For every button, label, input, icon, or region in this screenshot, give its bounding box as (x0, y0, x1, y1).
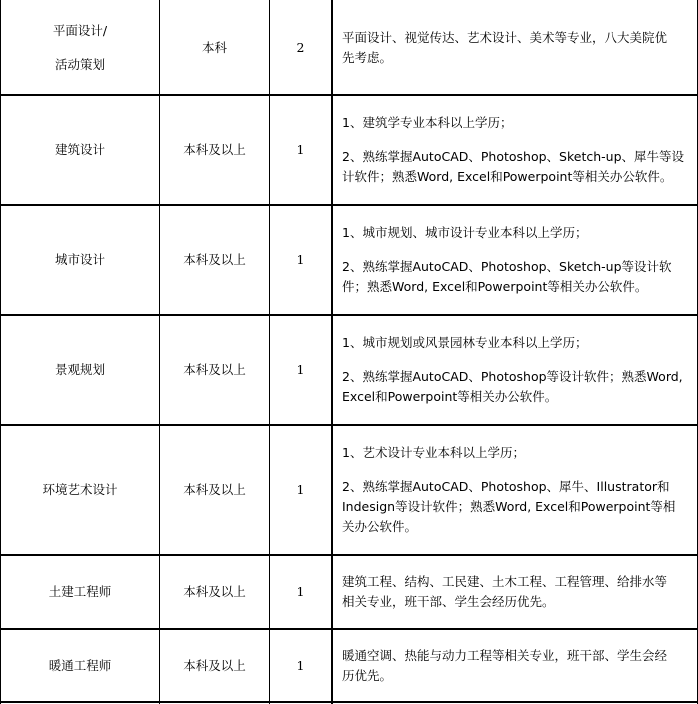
headcount-cell (270, 2, 331, 94)
position-cell (1, 206, 159, 314)
headcount: 1 (296, 584, 305, 599)
requirement-paragraph: 2、熟练掌握AutoCAD、Photoshop、Sketch-up等设计软 件；熟悉Word, Excel和Powerpoint等相关办公软件。 (342, 259, 672, 294)
degree-cell (160, 206, 269, 314)
headcount-cell (270, 556, 331, 628)
requirement-paragraph: 暖通空调、热能与动力工程等相关专业，班干部、学生会经 历优先。 (342, 647, 668, 683)
headcount: 1 (296, 482, 305, 497)
requirements-cell (333, 630, 697, 701)
requirement-paragraph: 2、熟练掌握AutoCAD、Photoshop、Sketch-up、犀牛等设 计软件；熟悉Word, Excel和Powerpoint等相关办公软件。 (342, 149, 685, 184)
position-name: 建筑设计 (54, 142, 105, 157)
requirement-paragraph: 2、熟练掌握AutoCAD、Photoshop等设计软件；熟悉Word, Excel和Powerpoint等相关办公软件。 (342, 369, 683, 404)
degree-requirement: 本科及以上 (183, 142, 246, 157)
headcount-cell (270, 630, 331, 701)
position-cell (1, 630, 159, 701)
requirement-paragraph: 1、艺术设计专业本科以上学历； (342, 445, 525, 460)
degree-cell (160, 96, 269, 204)
headcount: 1 (296, 252, 305, 267)
degree-requirement: 本科及以上 (183, 482, 246, 497)
degree-cell (160, 426, 269, 554)
degree-cell (160, 2, 269, 94)
requirements-cell (333, 316, 697, 424)
position-cell (1, 316, 159, 424)
headcount: 1 (296, 362, 305, 377)
position-name: 平面设计/ 活动策划 (52, 23, 108, 72)
position-name: 暖通工程师 (48, 657, 112, 673)
degree-cell (160, 630, 269, 701)
degree-requirement: 本科及以上 (183, 252, 246, 267)
headcount-cell (270, 96, 331, 204)
headcount: 1 (296, 142, 305, 157)
headcount-cell (270, 206, 331, 314)
requirement-paragraph: 平面设计、视觉传达、艺术设计、美术等专业，八大美院优 先考虑。 (342, 30, 668, 65)
requirement-paragraph: 1、城市规划、城市设计专业本科以上学历； (342, 225, 588, 240)
requirement-paragraph: 建筑工程、结构、工民建、土木工程、工程管理、给排水等 相关专业，班干部、学生会经历优先。 (342, 574, 668, 609)
requirements-cell (333, 426, 697, 554)
requirement-paragraph: 1、建筑学专业本科以上学历； (342, 115, 513, 130)
position-name: 景观规划 (54, 362, 105, 377)
position-cell (1, 556, 159, 628)
degree-requirement: 本科及以上 (183, 584, 246, 599)
position-cell (1, 426, 159, 554)
position-cell (1, 2, 159, 94)
position-name: 城市设计 (54, 252, 105, 267)
position-name: 土建工程师 (48, 584, 112, 599)
headcount: 1 (296, 657, 305, 673)
degree-requirement: 本科及以上 (183, 657, 246, 673)
degree-cell (160, 316, 269, 424)
degree-requirement: 本科及以上 (183, 362, 246, 377)
requirement-paragraph: 1、城市规划或风景园林专业本科以上学历； (342, 335, 588, 350)
position-cell (1, 96, 159, 204)
requirements-cell (333, 206, 697, 314)
table-horizontal-rule (0, 701, 698, 703)
requirements-cell (333, 2, 697, 94)
position-name: 环境艺术设计 (42, 482, 118, 497)
headcount-cell (270, 426, 331, 554)
requirements-cell (333, 556, 697, 628)
requirements-cell (333, 96, 697, 204)
requirement-paragraph: 2、熟练掌握AutoCAD、Photoshop、犀牛、Illustrator和 Indesign等设计软件；熟悉Word, Excel和Powerpoint等相 关办公软件。 (342, 479, 676, 534)
headcount: 2 (296, 40, 305, 55)
headcount-cell (270, 316, 331, 424)
degree-requirement: 本科 (201, 40, 227, 55)
degree-cell (160, 556, 269, 628)
